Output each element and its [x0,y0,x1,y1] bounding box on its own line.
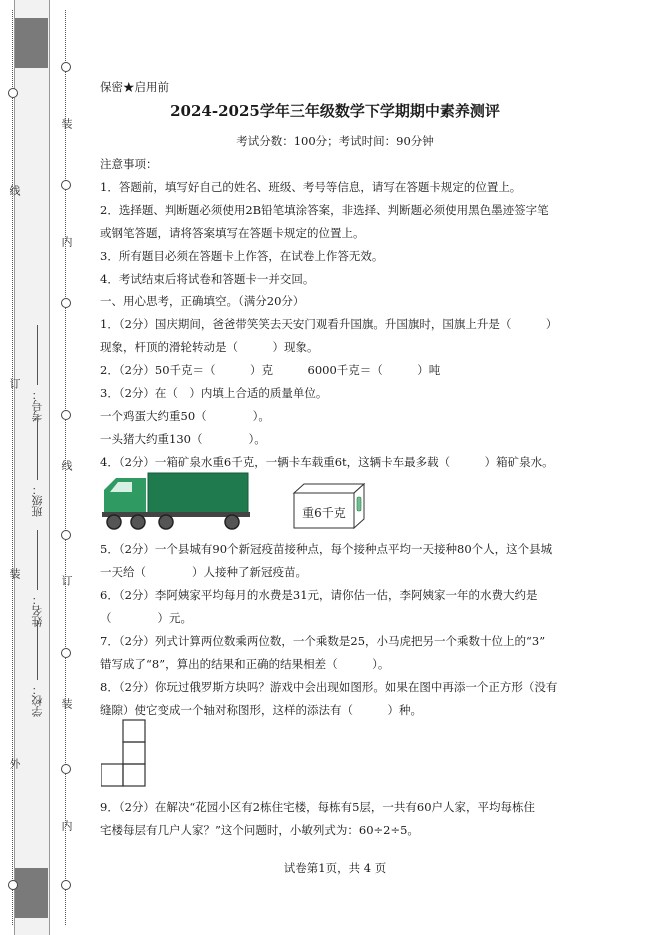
question-6a: 6．（2分）李阿姨家平均每月的水费是31元，请你估一估，李阿姨家一年的水费大约是 [100,588,538,602]
outer-dotted-line [12,10,13,925]
question-5a: 5．（2分）一个县城有90个新冠疫苗接种点，每个接种点平均一天接种80个人，这个县城 [100,542,553,556]
question-6b: （ ）元。 [100,611,192,625]
field-class[interactable] [30,420,46,517]
margin-wai: 外 [8,758,21,770]
question-1a: 1．（2分）国庆期间，爸爸带笑笑去天安门观看升国旗。升国旗时，国旗上升是（ ） [100,317,558,331]
note-2a: 2．选择题、判断题必须使用2B铅笔填涂答案，非选择、判断题必须使用黑色墨迹签字笔 [100,203,549,217]
margin-block-top [15,18,48,68]
punch-circle [61,764,71,774]
margin-ding: 订 [60,575,73,587]
exam-meta: 考试分数：100分；考试时间：90分钟 [236,134,434,148]
punch-circle [61,880,71,890]
question-3b: 一头猪大约重130（ ）。 [100,432,266,446]
question-2: 2．（2分）50千克＝（ ）克 6000千克＝（ ）吨 [100,363,441,377]
margin-xian: 线 [60,460,73,472]
note-4: 4．考试结束后将试卷和答题卡一并交回。 [100,272,315,286]
question-5b: 一天给（ ）人接种了新冠疫苗。 [100,565,307,579]
water-box-icon [292,483,368,529]
question-8a: 8．（2分）你玩过俄罗斯方块吗？游戏中会出现如图形。如果在图中再添一个正方形（没有 [100,680,558,694]
margin-block-bottom [15,868,48,918]
punch-circle [61,298,71,308]
truck-wheel [107,515,121,529]
binding-margin [0,0,96,935]
question-9b: 宅楼每层有几户人家？”这个问题时，小敏列式为：60÷2÷5。 [100,823,419,837]
question-7b: 错写成了“8”，算出的结果和正确的结果相差（ ）。 [100,657,390,671]
field-number-label: 考号： [31,389,44,422]
margin-outer-ding: 订 [8,378,21,390]
secret-mark: 保密★启用前 [100,80,169,94]
truck-icon [102,472,252,532]
margin-zhuang-2: 装 [60,698,73,710]
tetris-square [123,742,145,764]
margin-outer-zhuang: 装 [8,568,21,580]
page-footer: 试卷第1页，共 4 页 [283,861,387,875]
notes-heading: 注意事项： [100,157,158,171]
question-7a: 7．（2分）列式计算两位数乘两位数，一个乘数是25，小马虎把另一个乘数十位上的“3” [100,634,546,648]
field-school-label: 学校： [31,684,44,717]
margin-zhuang: 装 [60,118,73,130]
punch-circle [61,410,71,420]
punch-circle [61,530,71,540]
field-school[interactable] [30,620,46,717]
question-9a: 9．（2分）在解决“花园小区有2栋住宅楼，每栋有5层，一共有60户人家，平均每栋住 [100,800,536,814]
truck-wheel [131,515,145,529]
margin-nei-2: 内 [60,820,73,832]
punch-circle [61,648,71,658]
tetris-square [123,764,145,786]
tetris-shape-diagram [101,719,151,787]
question-3: 3．（2分）在（ ）内填上合适的质量单位。 [100,386,328,400]
water-box-label: 重6千克 [302,506,346,520]
field-name-label: 姓名： [31,594,44,627]
bottle-icon [357,497,361,511]
truck-wheel [225,515,239,529]
section-heading: 一、用心思考，正确填空。（满分20分） [100,294,305,308]
punch-circle [61,62,71,72]
question-3a: 一个鸡蛋大约重50（ ）。 [100,409,270,423]
tetris-square [123,720,145,742]
question-4: 4．（2分）一箱矿泉水重6千克，一辆卡车载重6t，这辆卡车最多载（ ）箱矿泉水。 [100,455,554,469]
punch-circle [8,88,18,98]
truck-cargo [148,473,248,513]
note-1: 1．答题前，填写好自己的姓名、班级、考号等信息，请写在答题卡规定的位置上。 [100,180,522,194]
margin-nei: 内 [60,236,73,248]
note-3: 3．所有题目必须在答题卡上作答，在试卷上作答无效。 [100,249,384,263]
punch-circle [61,180,71,190]
question-8b: 缝隙）使它变成一个轴对称图形，这样的添法有（ ）种。 [100,703,422,717]
margin-outer-xian: 线 [8,185,21,197]
field-name[interactable] [30,530,46,627]
exam-title: 2024-2025学年三年级数学下学期期中素养测评 [170,102,500,120]
field-class-label: 班级： [31,484,44,517]
note-2b: 或钢笔答题，请将答案填写在答题卡规定的位置上。 [100,226,365,240]
truck-wheel [159,515,173,529]
punch-circle [8,880,18,890]
tetris-square [101,764,123,786]
field-number[interactable] [30,325,46,422]
question-1b: 现象，杆顶的滑轮转动是（ ）现象。 [100,340,319,354]
